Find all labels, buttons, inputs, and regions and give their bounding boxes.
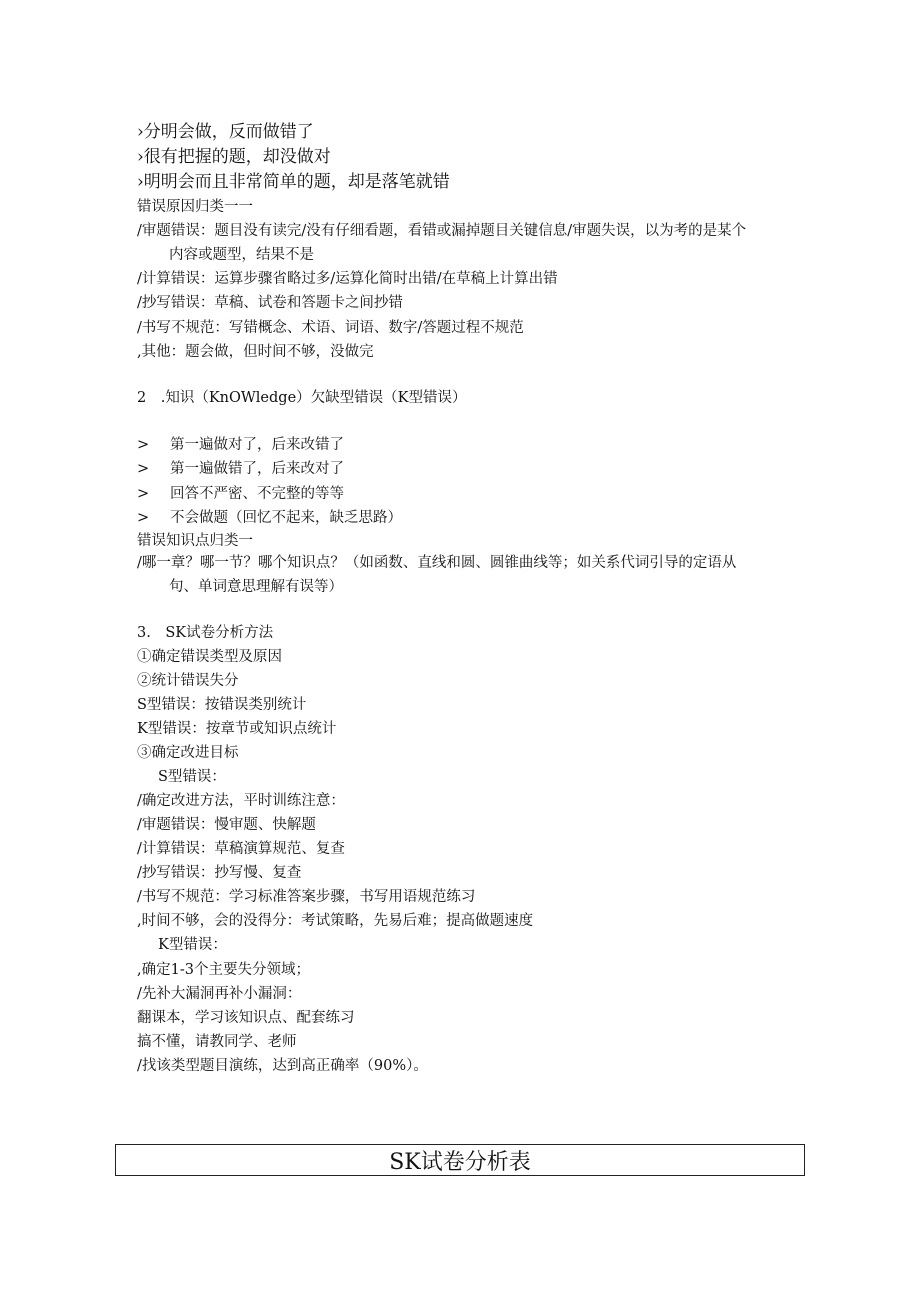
text-line: /确定改进方法，平时训练注意： [137, 793, 345, 809]
text-line: /书写不规范：学习标准答案步骤，书写用语规范练习 [137, 889, 476, 905]
text-line: /找该类型题目演练，达到高正确率（90%）。 [137, 1058, 428, 1074]
text-line: /先补大漏洞再补小漏洞： [137, 986, 302, 1002]
bullet-marker: > [137, 486, 150, 502]
bullet-marker: > [137, 510, 150, 526]
bullet-marker: > [137, 461, 150, 477]
text-line: /抄写错误：抄写慢、复查 [137, 865, 302, 881]
text-line: S型错误：按错误类别统计 [137, 697, 307, 713]
text-line: ,时间不够，会的没得分：考试策略，先易后难；提高做题速度 [137, 913, 534, 929]
text-line: /哪一章？哪一节？哪个知识点？（如函数、直线和圆、圆锥曲线等；如关系代词引导的定语从 [137, 555, 737, 571]
text-line: /计算错误：草稿演算规范、复查 [137, 841, 345, 857]
text-line: /审题错误：题目没有读完/没有仔细看题，看错或漏掉题目关键信息/审题失误，以为考的是某个 [137, 223, 747, 239]
list-item-text: 第一遍做对了，后来改错了 [170, 437, 344, 453]
text-line: /审题错误：慢审题、快解题 [137, 817, 316, 833]
list-item-text: 第一遍做错了，后来改对了 [170, 461, 344, 477]
list-item [137, 435, 344, 455]
table-title: SK试卷分析表 [115, 1144, 805, 1176]
text-line: ①确定错误类型及原因 [137, 649, 282, 665]
text-line: K型错误：按章节或知识点统计 [137, 721, 337, 737]
text-line: 句、单词意思理解有误等） [169, 579, 343, 595]
text-line: 错误知识点归类一 [137, 533, 253, 549]
text-line: /书写不规范：写错概念、术语、词语、数字/答题过程不规范 [137, 320, 524, 336]
text-line: 错误原因归类一一 [137, 199, 253, 215]
text-line: ,确定1-3个主要失分领域； [137, 962, 310, 978]
section-heading: 2 .知识（KnOWledge）欠缺型错误（K型错误） [137, 390, 467, 406]
text-line: 翻课本，学习该知识点、配套练习 [137, 1010, 355, 1026]
list-item-text: 回答不严密、不完整的等等 [170, 486, 344, 502]
bullet-marker: > [137, 437, 150, 453]
text-line: /抄写错误：草稿、试卷和答题卡之间抄错 [137, 295, 403, 311]
list-item [137, 508, 402, 528]
section-heading: 3. SK试卷分析方法 [137, 625, 274, 641]
list-item [137, 459, 344, 479]
text-line: /计算错误：运算步骤省略过多/运算化简时出错/在草稿上计算出错 [137, 271, 558, 287]
text-line: 内容或题型，结果不是 [169, 247, 314, 263]
text-line: S型错误： [158, 769, 226, 785]
list-item-text: 不会做题（回忆不起来，缺乏思路） [170, 510, 402, 526]
text-line: ③确定改进目标 [137, 745, 239, 761]
list-item [137, 484, 344, 504]
text-line: ›很有把握的题，却没做对 [137, 147, 331, 167]
text-line: ›明明会而且非常简单的题，却是落笔就错 [137, 172, 450, 192]
text-line: 搞不懂，请教同学、老师 [137, 1034, 297, 1050]
text-line: K型错误： [158, 937, 227, 953]
text-line: ,其他：题会做，但时间不够，没做完 [137, 344, 374, 360]
text-line: ②统计错误失分 [137, 673, 239, 689]
text-line: ›分明会做，反而做错了 [137, 122, 314, 142]
